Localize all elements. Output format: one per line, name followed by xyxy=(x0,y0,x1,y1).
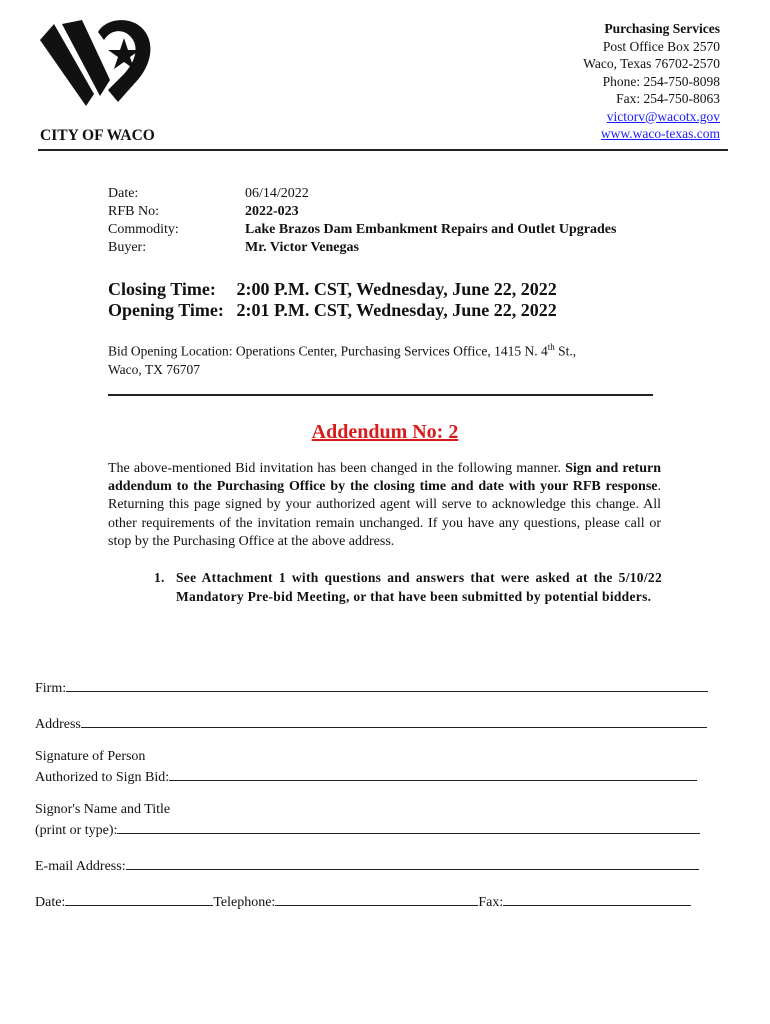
address-label: Address xyxy=(35,717,81,732)
item-number: 1. xyxy=(154,570,165,585)
contact-email-link[interactable]: victorv@wacotx.gov xyxy=(606,108,720,124)
email-field[interactable] xyxy=(126,855,699,870)
contact-city-state: Waco, Texas 76702-2570 xyxy=(583,56,720,71)
email-label: E-mail Address: xyxy=(35,859,126,874)
location-superscript: th xyxy=(547,342,555,352)
address-field[interactable] xyxy=(81,713,707,728)
opening-time-value: 2:01 P.M. CST, Wednesday, June 22, 2022 xyxy=(236,300,557,320)
firm-row xyxy=(35,677,708,698)
signature-field[interactable] xyxy=(169,766,697,781)
opening-time xyxy=(108,300,557,321)
paragraph-rest: . Returning this page signed by your authorized agent will serve to acknowledge this change. All other requirements of the invitation remain unchanged. If you have any questions, please call or stop by the Purchasing Office at the above address. xyxy=(108,479,661,549)
signor-label-1: Signor's Name and Title xyxy=(35,802,171,817)
commodity-value: Lake Brazos Dam Embankment Repairs and Outlet Upgrades xyxy=(245,222,617,237)
commodity-label: Commodity: xyxy=(108,222,179,237)
signature-label-1: Signature of Person xyxy=(35,749,146,764)
opening-time-label: Opening Time: xyxy=(108,300,224,320)
location-line2: Waco, TX 76707 xyxy=(108,361,201,377)
date-value: 06/14/2022 xyxy=(245,186,309,201)
firm-field[interactable] xyxy=(66,677,708,692)
contact-phone: Phone: 254-750-8098 xyxy=(602,73,720,89)
bid-opening-location xyxy=(108,338,668,379)
fax-label: Fax: xyxy=(478,895,504,910)
section-divider xyxy=(108,394,653,396)
signature-row xyxy=(35,748,697,787)
rfb-value: 2022-023 xyxy=(245,204,299,219)
date-phone-fax-row xyxy=(35,891,691,912)
contact-block xyxy=(583,20,720,143)
addendum-title: Addendum No: 2 xyxy=(311,421,459,443)
buyer-value: Mr. Victor Venegas xyxy=(245,240,359,255)
firm-label: Firm: xyxy=(35,681,67,696)
form-date-field[interactable] xyxy=(65,891,213,906)
address-row xyxy=(35,713,707,734)
telephone-field[interactable] xyxy=(275,891,478,906)
signor-field[interactable] xyxy=(117,819,700,834)
contact-dept: Purchasing Services xyxy=(604,21,720,36)
closing-time-label: Closing Time: xyxy=(108,279,216,299)
email-row xyxy=(35,855,699,876)
form-date-label: Date: xyxy=(35,895,66,910)
rfb-label: RFB No: xyxy=(108,204,159,219)
header-divider xyxy=(38,149,728,151)
org-name: CITY OF WACO xyxy=(40,127,155,144)
location-suffix: St., xyxy=(554,343,577,359)
contact-website-link[interactable]: www.waco-texas.com xyxy=(600,126,720,141)
date-label: Date: xyxy=(108,186,139,201)
paragraph-intro: The above-mentioned Bid invitation has been changed in the following manner. xyxy=(108,461,566,476)
addendum-paragraph xyxy=(108,460,661,551)
signor-row xyxy=(35,801,700,840)
addendum-item xyxy=(154,569,662,606)
closing-time-value: 2:00 P.M. CST, Wednesday, June 22, 2022 xyxy=(236,279,557,299)
signor-label-2: (print or type): xyxy=(35,823,118,838)
city-of-waco-logo xyxy=(38,14,164,114)
signature-label-2: Authorized to Sign Bid: xyxy=(35,770,170,785)
paragraph-instruction: Sign and return addendum to the Purchasing Office by the closing time and date with your RFB response xyxy=(108,461,661,495)
location-text: Bid Opening Location: Operations Center, Purchasing Services Office, 1415 N. 4 xyxy=(108,343,548,359)
contact-fax: Fax: 254-750-8063 xyxy=(616,91,720,106)
buyer-label: Buyer: xyxy=(108,240,147,255)
closing-time xyxy=(108,279,557,300)
item-text: See Attachment 1 with questions and answers that were asked at the 5/10/22 Mandatory Pre-bid Meeting, or that have been submitted by potential bidders. xyxy=(176,570,662,604)
contact-po-box: Post Office Box 2570 xyxy=(602,38,720,54)
telephone-label: Telephone: xyxy=(213,895,276,910)
fax-field[interactable] xyxy=(503,891,691,906)
